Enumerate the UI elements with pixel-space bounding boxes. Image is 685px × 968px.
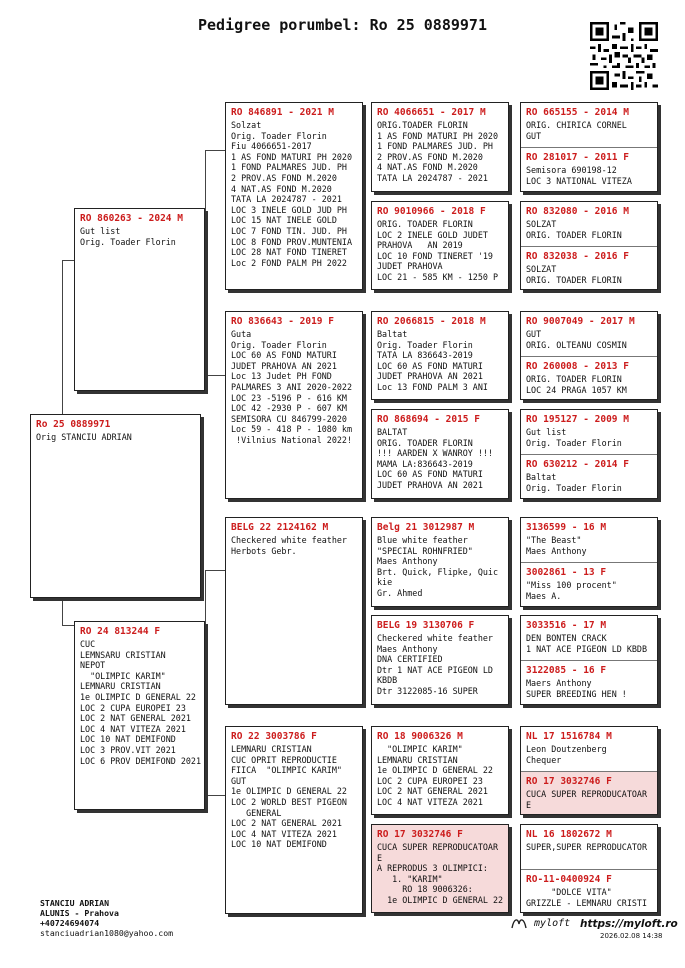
card-text: CUCA SUPER REPRODUCATOAR [377,842,499,852]
card-text: ORIG. TOADER FLORIN [526,374,622,384]
card-text: ORIG. CHIRICA CORNEL [526,120,627,130]
ring-code: RO 22 3003786 F [231,731,317,742]
gen4-sire [521,410,657,455]
card-text: CUC OPRIT REPRODUCTIE [231,754,337,765]
card-text: LOC 60 AS FOND MATURI [377,469,483,480]
gen4-dam [521,357,657,400]
card-text: 1. "KARIM" [377,873,443,884]
qr-code-icon [590,22,658,90]
card-text: LOC 2 NAT GENERAL 2021 [80,713,191,724]
card-text: kie [377,577,393,588]
card-text: "Miss 100 procent" [526,580,617,590]
gen4-card[interactable] [520,615,658,705]
ring-code: RO 846891 - 2021 M [231,107,334,118]
card-text: JUDET PRAHOVA AN 2021 [231,360,337,371]
gen3-card[interactable] [371,201,509,290]
card-text: Orig. Toader Florin [377,339,473,350]
gen3-card[interactable] [371,102,509,192]
connector-line [62,260,74,261]
card-text: 1 AS FOND MATURI PH 2020 [377,130,499,141]
ring-code: RO 9007049 - 2017 M [526,316,635,327]
ring-code: Ro 25 0889971 [36,419,111,430]
card-text: ORIG. TOADER FLORIN [526,229,622,240]
gen3-card[interactable] [371,409,509,499]
ring-code: NL 16 1802672 M [526,829,612,840]
card-text: Gr. Ahmed [377,587,423,598]
card-text: LOC 23 -5196 P - 616 KM [231,392,347,403]
card-text: Gut list [80,226,121,236]
card-text: Checkered white feather [231,535,347,545]
card-text: MAMA LA:836643-2019 [377,458,473,469]
card-text: CUC [80,639,96,649]
card-text: JUDET PRAHOVA AN 2021 [377,479,483,490]
card-text: SOLZAT [526,219,557,229]
card-text: A REPRODUS 3 OLIMPICI: [377,863,488,874]
card-text: Checkered white feather [377,633,493,643]
card-text: Loc 13 FOND PALM 3 ANI [377,381,488,392]
card-text: LOC 6 PROV DEMIFOND 2021 [80,755,202,766]
card-text: GRIZZLE - LEMNARU CRISTI [526,897,648,908]
card-text: Orig. Toader Florin [231,130,327,141]
card-text: LEMNARU CRISTIAN [231,744,312,754]
gen3-card[interactable] [371,726,509,815]
gen4-dam [521,870,657,913]
owner-phone: +40724694074 [40,918,100,928]
card-text: Chequer [526,754,562,765]
ring-code: RO 860263 - 2024 M [80,213,183,224]
ring-code: RO 281017 - 2011 F [526,152,629,163]
gen4-sire [521,312,657,357]
connector-line [205,150,225,151]
card-text: Guta [231,329,252,339]
gen3-card[interactable] [371,311,509,400]
card-text: JUDET PRAHOVA [377,261,443,272]
ring-code: BELG 19 3130706 F [377,620,475,631]
ring-code: RO-11-0400924 F [526,874,612,885]
card-text: !!! AARDEN X WANROY !!! [377,448,493,459]
card-text: LOC 3 PROV.VIT 2021 [80,744,176,755]
card-text: ORIG. TOADER FLORIN [377,437,473,448]
card-text: LOC 24 PRAGA 1057 KM [526,384,627,395]
ring-code: BELG 22 2124162 M [231,522,329,533]
card-text: Orig STANCIU ADRIAN [36,432,132,442]
card-text: ORIG. OLTEANU COSMIN [526,339,627,350]
card-text: FIICA "OLIMPIC KARIM" [231,765,342,776]
card-text: LOC 42 -2930 P - 607 KM [231,403,347,414]
card-text: ORIG.TOADER FLORIN [377,120,468,130]
gen4-dam [521,455,657,499]
ring-code: RO 832038 - 2016 F [526,251,629,262]
card-text: LOC 21 - 585 KM - 1250 P [377,271,499,282]
gen3-card[interactable] [371,517,509,607]
card-text: 2 PROV.AS FOND M.2020 [377,151,483,162]
card-text: Solzat [231,120,262,130]
card-text: LEMNARU CRISTIAN [377,754,458,765]
card-text: Orig. Toader Florin [231,339,327,350]
gen4-sire [521,518,657,563]
card-text: LOC 60 AS FOND MATURI [377,360,483,371]
card-text: Maes Anthony [526,545,587,556]
gen4-sire [521,727,657,772]
card-text: LOC 8 FOND PROV.MUNTENIA [231,236,353,247]
card-text: 1e OLIMPIC D GENERAL 22 [377,894,504,905]
card-text: CUCA SUPER REPRODUCATOAR [526,789,648,799]
gen4-sire [521,616,657,661]
card-text: Maers Anthony [526,678,592,688]
card-text: Blue white feather [377,535,468,545]
card-text: E [526,799,532,810]
connector-line [205,795,225,796]
card-text: Loc 13 Judet PH FOND [231,371,332,382]
gen4-dam [521,772,657,815]
card-text: 1 FOND PALMARES JUD. PH [231,162,347,173]
card-text: "DOLCE VITA" [526,887,612,897]
card-text: Herbots Gebr. [231,545,297,556]
card-text: LOC 4 NAT VITEZA 2021 [80,723,186,734]
gen4-sire [521,103,657,148]
ring-code: 3002861 - 13 F [526,567,607,578]
owner-location: ALUNIS - Prahova [40,908,119,918]
card-text: "OLIMPIC KARIM" [80,670,166,681]
card-text: RO 18 9006326: [377,884,473,895]
card-text: Baltat [526,472,557,482]
card-text: PRAHOVA AN 2019 [377,240,463,251]
card-text: LOC 28 NAT FOND TINERET [231,247,347,258]
connector-line [62,260,63,417]
ring-code: RO 24 813244 F [80,626,161,637]
ring-code: RO 9010966 - 2018 F [377,206,486,217]
card-text: LOC 10 NAT DEMIFOND [80,734,176,745]
card-text: TATA LA 2024787 - 2021 [377,172,488,183]
ring-code: RO 195127 - 2009 M [526,414,629,425]
ring-code: RO 868694 - 2015 F [377,414,480,425]
logo-text: myloft [534,918,571,929]
card-text: 2 PROV.AS FOND M.2020 [231,172,337,183]
gen2-card[interactable] [225,102,363,290]
card-text: BALTAT [377,427,408,437]
card-text: TATA LA 2024787 - 2021 [231,194,342,205]
gen2-card[interactable] [225,726,363,914]
ring-code: RO 2066815 - 2018 M [377,316,486,327]
page-title: Pedigree porumbel: Ro 25 0889971 [198,16,487,34]
gen4-card[interactable] [520,102,658,192]
sire-card[interactable] [74,208,205,391]
ring-code: RO 4066651 - 2017 M [377,107,486,118]
card-text: Dtr 1 NAT ACE PIGEON LD [377,664,493,675]
gen3-card[interactable] [371,615,509,705]
card-text: Maes A. [526,590,562,601]
ring-code: RO 630212 - 2014 F [526,459,629,470]
card-text: 1e OLIMPIC D GENERAL 22 [231,786,347,797]
card-text: LOC 2 INELE GOLD JUDET [377,229,488,240]
card-text: NEPOT [80,660,106,671]
owner-info [40,898,173,938]
card-text: Orig. Toader Florin [526,482,622,493]
card-text: Maes Anthony [377,556,438,567]
card-text: 4 NAT.AS FOND M.2020 [231,183,332,194]
card-text: LOC 2 CUPA EUROPEI 23 [377,775,483,786]
gen4-dam [521,247,657,290]
ring-code: RO 260008 - 2013 F [526,361,629,372]
card-text: 1e OLIMPIC D GENERAL 22 [377,765,493,776]
gen2-card[interactable] [225,517,363,705]
ring-code: RO 665155 - 2014 M [526,107,629,118]
ring-code: RO 18 9006326 M [377,731,463,742]
card-text: LOC 2 NAT GENERAL 2021 [377,786,488,797]
connector-line [205,570,206,795]
dam-card[interactable] [74,621,205,810]
gen4-card[interactable] [520,824,658,913]
card-text: DEN BONTEN CRACK [526,633,607,643]
card-text: E [377,852,383,863]
card-text: ORIG. TOADER FLORIN [526,274,622,285]
card-text: LOC 3 NATIONAL VITEZA [526,175,632,186]
gen4-sire [521,825,657,870]
card-text: LOC 10 FOND TINERET '19 [377,250,493,261]
card-text: Gut list [526,427,567,437]
card-text: 1e OLIMPIC D GENERAL 22 [80,691,196,702]
card-text: GENERAL [231,807,282,818]
card-text: JUDET PRAHOVA AN 2021 [377,371,483,382]
gen4-dam [521,563,657,607]
card-text: PALMARES 3 ANI 2020-2022 [231,381,353,392]
card-text: LEMNARU CRISTIAN [80,681,161,692]
gen4-dam [521,148,657,192]
card-text: TATA LA 836643-2019 [377,350,473,361]
ring-code: NL 17 1516784 M [526,731,612,742]
card-text: Brt. Quick, Flipke, Quic [377,566,499,577]
gen4-card[interactable] [520,726,658,815]
card-text: 1 NAT ACE PIGEON LD KBDB [526,643,648,654]
card-text: LOC 10 NAT DEMIFOND [231,839,327,850]
card-text: Orig. Toader Florin [80,236,176,247]
card-text: Dtr 3122085-16 SUPER [377,685,478,696]
card-text: Maes Anthony [377,643,438,654]
gen4-card[interactable] [520,409,658,499]
owner-email: stanciuadrian1080@yahoo.com [40,928,174,938]
subject-card[interactable] [30,414,201,598]
card-text: 1 FOND PALMARES JUD. PH [377,141,493,152]
gen4-card[interactable] [520,517,658,607]
card-text: 4 NAT.AS FOND M.2020 [377,162,478,173]
connector-line [205,375,225,376]
gen4-card[interactable] [520,311,658,400]
card-text: LOC 4 NAT VITEZA 2021 [231,828,337,839]
card-text: 1 AS FOND MATURI PH 2020 [231,151,353,162]
myloft-logo-icon [510,916,570,930]
gen4-card[interactable] [520,201,658,290]
card-text: Loc 2 FOND PALM PH 2022 [231,257,347,268]
card-text: Baltat [377,329,408,339]
card-text: Loc 59 - 418 P - 1080 km [231,424,353,435]
card-text: SUPER BREEDING HEN ! [526,688,627,699]
owner-name: STANCIU ADRIAN [40,898,110,908]
print-date: 2026.02.08 14:38 [600,932,663,940]
card-text: LOC 2 CUPA EUROPEI 23 [80,702,186,713]
ring-code: Belg 21 3012987 M [377,522,475,533]
card-text: GUT [231,775,247,786]
connector-line [205,570,225,571]
card-text: LOC 2 NAT GENERAL 2021 [231,818,342,829]
card-text: LOC 2 WORLD BEST PIGEON [231,796,347,807]
card-text: "The Beast" [526,535,582,545]
card-text: Fiu 4066651-2017 [231,141,312,152]
connector-line [62,625,74,626]
ring-code: RO 832080 - 2016 M [526,206,629,217]
card-text: !Vilnius National 2022! [231,434,353,445]
card-text: "OLIMPIC KARIM" [377,744,463,754]
card-text: SEMISORA CU 846799-2020 [231,413,347,424]
card-text: LOC 15 NAT INELE GOLD [231,215,337,226]
ring-code: RO 17 3032746 F [377,829,463,840]
card-text: KBDB [377,675,398,686]
card-text: ORIG. TOADER FLORIN [377,219,473,229]
connector-line [205,150,206,375]
gen3-card[interactable] [371,824,509,913]
card-text: GUT [526,130,542,141]
ring-code: RO 836643 - 2019 F [231,316,334,327]
card-text: LOC 7 FOND TIN. JUD. PH [231,225,347,236]
gen2-card[interactable] [225,311,363,499]
card-text: DNA CERTIFIED [377,654,443,665]
ring-code: 3136599 - 16 M [526,522,607,533]
connector-line [62,596,63,626]
ring-code: 3122085 - 16 F [526,665,607,676]
card-text: GUT [526,329,542,339]
ring-code: 3033516 - 17 M [526,620,607,631]
card-text: Semisora 690198-12 [526,165,617,175]
card-text: SUPER,SUPER REPRODUCATOR [526,842,648,852]
ring-code: RO 17 3032746 F [526,776,612,787]
card-text: LOC 60 AS FOND MATURI [231,350,337,361]
card-text: LOC 4 NAT VITEZA 2021 [377,796,483,807]
card-text: Leon Doutzenberg [526,744,607,754]
card-text: "SPECIAL ROHNFRIED" [377,545,473,556]
card-text: LOC 3 INELE GOLD JUD PH [231,204,347,215]
card-text: SOLZAT [526,264,557,274]
gen4-dam [521,661,657,705]
gen4-sire [521,202,657,247]
card-text: Orig. Toader Florin [526,437,622,448]
card-text: LEMNSARU CRISTIAN [80,649,166,660]
site-link[interactable]: https://myloft.ro [580,918,678,930]
